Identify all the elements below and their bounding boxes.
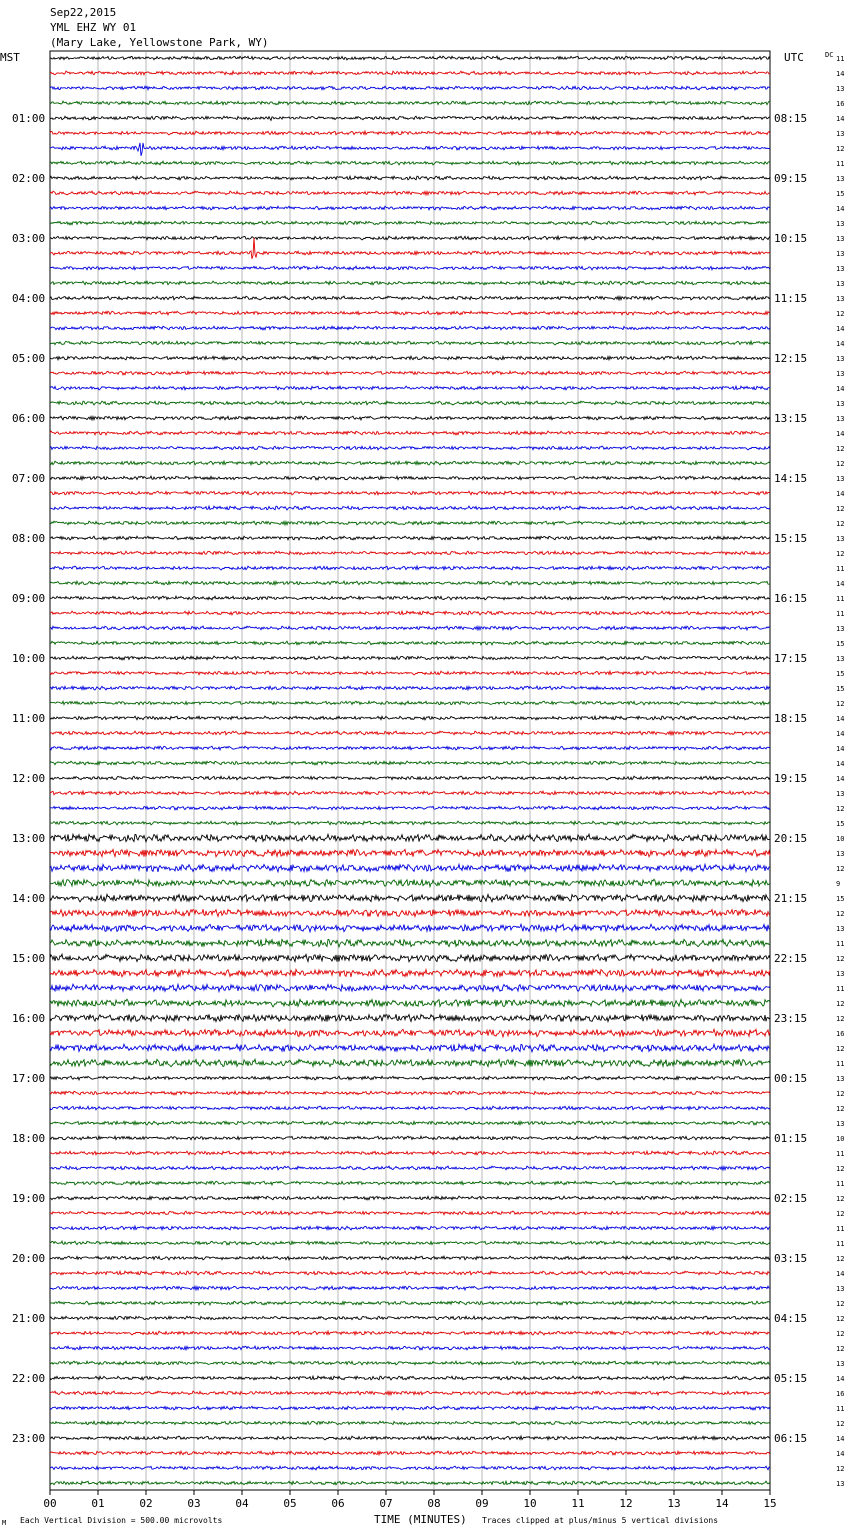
- left-hour-label: 09:00: [12, 592, 46, 605]
- right-hour-label: 02:15: [774, 1192, 808, 1205]
- dc-value: 11: [836, 565, 845, 573]
- dc-value: 12: [836, 1255, 845, 1263]
- dc-value: 15: [836, 190, 845, 198]
- dc-value: 16: [836, 100, 845, 108]
- right-hour-label: 18:15: [774, 712, 808, 725]
- x-tick-label: 15: [763, 1497, 777, 1510]
- left-hour-label: 20:00: [12, 1252, 46, 1265]
- dc-value: 13: [836, 175, 845, 183]
- dc-value: 12: [836, 310, 845, 318]
- dc-value: 12: [836, 910, 845, 918]
- dc-value: 13: [836, 370, 845, 378]
- clip-note: Traces clipped at plus/minus 5 vertical divisions: [482, 1516, 719, 1525]
- scale-note: Each Vertical Division = 500.00 microvolts: [20, 1516, 223, 1525]
- dc-value: 13: [836, 925, 845, 933]
- right-hour-label: 04:15: [774, 1312, 808, 1325]
- x-axis-title: TIME (MINUTES): [374, 1513, 467, 1526]
- dc-value: 13: [836, 1360, 845, 1368]
- dc-value: 11: [836, 1150, 845, 1158]
- left-hour-label: 06:00: [12, 412, 46, 425]
- dc-value: 14: [836, 1450, 845, 1458]
- left-hour-label: 01:00: [12, 112, 46, 125]
- dc-value: 14: [836, 745, 845, 753]
- dc-value: 13: [836, 1480, 845, 1488]
- left-hour-label: 11:00: [12, 712, 46, 725]
- x-tick-label: 01: [91, 1497, 105, 1510]
- right-hour-label: 13:15: [774, 412, 808, 425]
- header-station: YML EHZ WY 01: [50, 21, 137, 34]
- dc-value: 13: [836, 220, 845, 228]
- dc-value: 13: [836, 625, 845, 633]
- dc-value: 14: [836, 70, 845, 78]
- dc-value: 14: [836, 775, 845, 783]
- x-tick-label: 00: [43, 1497, 57, 1510]
- dc-value: 14: [836, 385, 845, 393]
- x-tick-label: 02: [139, 1497, 153, 1510]
- right-hour-label: 11:15: [774, 292, 808, 305]
- dc-value: 15: [836, 640, 845, 648]
- left-hour-label: 16:00: [12, 1012, 46, 1025]
- right-hour-label: 15:15: [774, 532, 808, 545]
- dc-value: 12: [836, 1345, 845, 1353]
- right-hour-label: 03:15: [774, 1252, 808, 1265]
- dc-value: 13: [836, 475, 845, 483]
- left-hour-label: 23:00: [12, 1432, 46, 1445]
- x-tick-label: 05: [283, 1497, 297, 1510]
- x-tick-label: 08: [427, 1497, 441, 1510]
- x-tick-label: 13: [667, 1497, 681, 1510]
- dc-value: 13: [836, 355, 845, 363]
- x-tick-label: 09: [475, 1497, 489, 1510]
- left-timezone-label: MST: [0, 51, 20, 64]
- right-hour-label: 06:15: [774, 1432, 808, 1445]
- dc-value: 13: [836, 295, 845, 303]
- dc-value: 12: [836, 1465, 845, 1473]
- dc-value: 14: [836, 1435, 845, 1443]
- left-hour-label: 22:00: [12, 1372, 46, 1385]
- dc-value: 15: [836, 670, 845, 678]
- x-tick-label: 11: [571, 1497, 585, 1510]
- left-hour-label: 02:00: [12, 172, 46, 185]
- dc-value: 12: [836, 445, 845, 453]
- dc-value: 13: [836, 85, 845, 93]
- x-tick-label: 06: [331, 1497, 345, 1510]
- x-tick-label: 10: [523, 1497, 537, 1510]
- dc-value: 12: [836, 1015, 845, 1023]
- dc-value: 12: [836, 1000, 845, 1008]
- dc-value: 13: [836, 970, 845, 978]
- right-hour-label: 09:15: [774, 172, 808, 185]
- dc-value: 11: [836, 610, 845, 618]
- dc-value: 13: [836, 250, 845, 258]
- dc-value: 16: [836, 1390, 845, 1398]
- dc-value: 11: [836, 595, 845, 603]
- x-tick-label: 03: [187, 1497, 201, 1510]
- right-timezone-label: UTC: [784, 51, 804, 64]
- dc-value: 11: [836, 160, 845, 168]
- x-tick-label: 14: [715, 1497, 729, 1510]
- left-hour-label: 07:00: [12, 472, 46, 485]
- dc-value: 13: [836, 1120, 845, 1128]
- dc-value: 9: [836, 880, 841, 888]
- dc-value: 12: [836, 550, 845, 558]
- left-hour-label: 08:00: [12, 532, 46, 545]
- dc-value: 12: [836, 1330, 845, 1338]
- header-location: (Mary Lake, Yellowstone Park, WY): [50, 36, 269, 49]
- right-hour-label: 21:15: [774, 892, 808, 905]
- right-hour-label: 12:15: [774, 352, 808, 365]
- right-hour-label: 20:15: [774, 832, 808, 845]
- left-hour-label: 03:00: [12, 232, 46, 245]
- dc-value: 14: [836, 115, 845, 123]
- dc-value: 14: [836, 325, 845, 333]
- dc-value: 11: [836, 1225, 845, 1233]
- dc-value: 11: [836, 940, 845, 948]
- dc-value: 13: [836, 850, 845, 858]
- dc-value: 13: [836, 130, 845, 138]
- dc-value: 15: [836, 895, 845, 903]
- right-hour-label: 01:15: [774, 1132, 808, 1145]
- dc-value: 12: [836, 955, 845, 963]
- left-hour-label: 19:00: [12, 1192, 46, 1205]
- dc-value: 14: [836, 490, 845, 498]
- dc-value: 13: [836, 1075, 845, 1083]
- x-tick-label: 07: [379, 1497, 393, 1510]
- dc-value: 11: [836, 55, 845, 63]
- dc-value: 12: [836, 865, 845, 873]
- right-hour-label: 22:15: [774, 952, 808, 965]
- dc-value: 13: [836, 235, 845, 243]
- left-hour-label: 14:00: [12, 892, 46, 905]
- dc-value: 12: [836, 505, 845, 513]
- header-date: Sep22,2015: [50, 6, 117, 19]
- dc-value: 13: [836, 655, 845, 663]
- dc-value: 14: [836, 1270, 845, 1278]
- dc-value: 14: [836, 340, 845, 348]
- dc-value: 14: [836, 1375, 845, 1383]
- left-hour-label: 12:00: [12, 772, 46, 785]
- dc-value: 13: [836, 535, 845, 543]
- x-tick-label: 12: [619, 1497, 633, 1510]
- dc-value: 12: [836, 1090, 845, 1098]
- dc-value: 11: [836, 985, 845, 993]
- corner-mark: M: [2, 1519, 7, 1527]
- dc-value: 13: [836, 400, 845, 408]
- right-hour-label: 14:15: [774, 472, 808, 485]
- dc-value: 12: [836, 145, 845, 153]
- left-hour-label: 15:00: [12, 952, 46, 965]
- right-hour-label: 08:15: [774, 112, 808, 125]
- right-hour-label: 10:15: [774, 232, 808, 245]
- dc-value: 14: [836, 430, 845, 438]
- dc-value: 12: [836, 1045, 845, 1053]
- dc-value: 11: [836, 1060, 845, 1068]
- dc-value: 12: [836, 700, 845, 708]
- right-hour-label: 17:15: [774, 652, 808, 665]
- dc-value: 12: [836, 1210, 845, 1218]
- dc-value: 12: [836, 520, 845, 528]
- left-hour-label: 13:00: [12, 832, 46, 845]
- right-hour-label: 00:15: [774, 1072, 808, 1085]
- dc-value: 13: [836, 265, 845, 273]
- dc-value: 12: [836, 1315, 845, 1323]
- dc-value: 14: [836, 730, 845, 738]
- dc-value: 12: [836, 1105, 845, 1113]
- dc-label: DC: [825, 51, 834, 59]
- dc-value: 12: [836, 460, 845, 468]
- dc-value: 11: [836, 1240, 845, 1248]
- right-hour-label: 05:15: [774, 1372, 808, 1385]
- dc-value: 13: [836, 790, 845, 798]
- x-tick-label: 04: [235, 1497, 249, 1510]
- left-hour-label: 21:00: [12, 1312, 46, 1325]
- dc-value: 12: [836, 1420, 845, 1428]
- right-hour-label: 16:15: [774, 592, 808, 605]
- dc-value: 11: [836, 1405, 845, 1413]
- dc-value: 12: [836, 805, 845, 813]
- dc-value: 16: [836, 1030, 845, 1038]
- left-hour-label: 18:00: [12, 1132, 46, 1145]
- right-hour-label: 19:15: [774, 772, 808, 785]
- dc-value: 12: [836, 1300, 845, 1308]
- dc-value: 10: [836, 835, 845, 843]
- dc-value: 13: [836, 280, 845, 288]
- dc-value: 10: [836, 1135, 845, 1143]
- dc-value: 13: [836, 415, 845, 423]
- dc-value: 14: [836, 580, 845, 588]
- dc-value: 15: [836, 685, 845, 693]
- dc-value: 14: [836, 760, 845, 768]
- dc-value: 14: [836, 205, 845, 213]
- dc-value: 12: [836, 1165, 845, 1173]
- left-hour-label: 04:00: [12, 292, 46, 305]
- right-hour-label: 23:15: [774, 1012, 808, 1025]
- left-hour-label: 17:00: [12, 1072, 46, 1085]
- left-hour-label: 05:00: [12, 352, 46, 365]
- dc-value: 13: [836, 1285, 845, 1293]
- left-hour-label: 10:00: [12, 652, 46, 665]
- dc-value: 15: [836, 820, 845, 828]
- dc-value: 12: [836, 1195, 845, 1203]
- dc-value: 11: [836, 1180, 845, 1188]
- dc-value: 14: [836, 715, 845, 723]
